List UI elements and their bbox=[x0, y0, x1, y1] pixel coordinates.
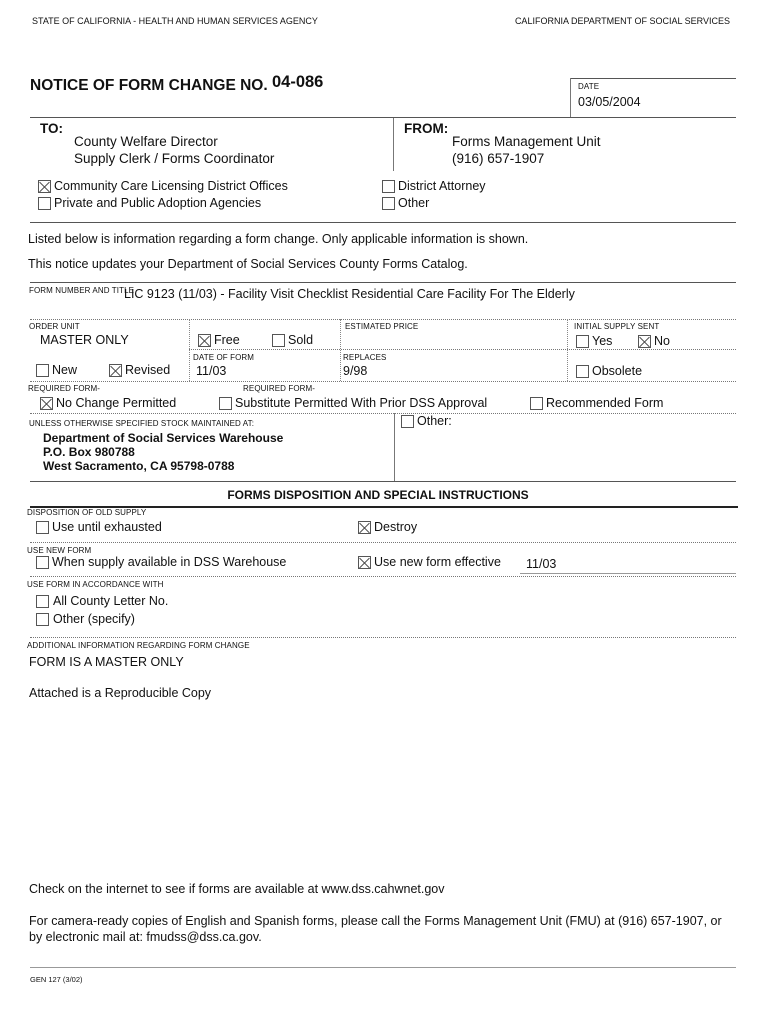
adoption-checkbox[interactable] bbox=[38, 197, 51, 210]
substitute-checkbox[interactable] bbox=[219, 397, 232, 410]
intro-line-2: This notice updates your Department of Social Services County Forms Catalog. bbox=[28, 257, 468, 271]
to-line-1: County Welfare Director bbox=[74, 134, 218, 149]
destroy-checkbox[interactable] bbox=[358, 521, 371, 534]
when-supply-label: When supply available in DSS Warehouse bbox=[52, 555, 287, 569]
use-new-form-label: USE NEW FORM bbox=[27, 546, 92, 555]
required-form-label-2: REQUIRED FORM- bbox=[243, 384, 316, 393]
stock-other-checkbox[interactable] bbox=[401, 415, 414, 428]
order-unit-label: ORDER UNIT bbox=[29, 322, 80, 331]
from-line-2: (916) 657-1907 bbox=[452, 151, 545, 166]
to-line-2: Supply Clerk / Forms Coordinator bbox=[74, 151, 275, 166]
obsolete-checkbox[interactable] bbox=[576, 365, 589, 378]
required-form-label-1: REQUIRED FORM- bbox=[28, 384, 101, 393]
revised-checkbox[interactable] bbox=[109, 364, 122, 377]
other-specify-label: Other (specify) bbox=[53, 612, 135, 626]
free-checkbox[interactable] bbox=[198, 334, 211, 347]
camera-ready-line-1: For camera-ready copies of English and Spanish forms, please call the Forms Management Unit (FMU) at (916) 657-1907, or bbox=[29, 914, 722, 928]
district-attorney-checkbox[interactable] bbox=[382, 180, 395, 193]
no-change-label: No Change Permitted bbox=[56, 396, 177, 410]
initial-supply-label: INITIAL SUPPLY SENT bbox=[574, 322, 660, 331]
from-line-1: Forms Management Unit bbox=[452, 134, 601, 149]
additional-line-1: FORM IS A MASTER ONLY bbox=[29, 655, 184, 669]
obsolete-label: Obsolete bbox=[592, 364, 643, 378]
sold-checkbox[interactable] bbox=[272, 334, 285, 347]
form-number-value[interactable]: LIC 9123 (11/03) - Facility Visit Checklist Residential Care Facility For The Elderly bbox=[124, 287, 575, 301]
stock-label: UNLESS OTHERWISE SPECIFIED STOCK MAINTAINED AT: bbox=[29, 419, 255, 428]
all-county-label: All County Letter No. bbox=[53, 594, 169, 608]
to-label: TO: bbox=[40, 121, 63, 136]
recommended-label: Recommended Form bbox=[546, 396, 664, 410]
stock-line-2: P.O. Box 980788 bbox=[43, 445, 135, 459]
agency-right: CALIFORNIA DEPARTMENT OF SOCIAL SERVICES bbox=[514, 16, 730, 26]
replaces-label: REPLACES bbox=[343, 353, 387, 362]
revised-label: Revised bbox=[125, 363, 171, 377]
use-until-exhausted-label: Use until exhausted bbox=[52, 520, 162, 534]
from-label: FROM: bbox=[404, 121, 449, 136]
title-text: NOTICE OF FORM CHANGE NO. bbox=[30, 77, 268, 94]
stock-line-1: Department of Social Services Warehouse bbox=[43, 431, 284, 445]
initial-supply-yes-checkbox[interactable] bbox=[576, 335, 589, 348]
order-unit-value[interactable]: MASTER ONLY bbox=[40, 333, 129, 347]
initial-supply-no-label: No bbox=[654, 334, 670, 348]
use-new-effective-label: Use new form effective bbox=[374, 555, 501, 569]
disposition-heading: FORMS DISPOSITION AND SPECIAL INSTRUCTIONS bbox=[227, 488, 529, 502]
community-care-label: Community Care Licensing District Offices bbox=[54, 179, 288, 193]
initial-supply-yes-label: Yes bbox=[592, 334, 613, 348]
accordance-label: USE FORM IN ACCORDANCE WITH bbox=[27, 580, 164, 589]
no-change-checkbox[interactable] bbox=[40, 397, 53, 410]
use-new-effective-checkbox[interactable] bbox=[358, 556, 371, 569]
other-specify-checkbox[interactable] bbox=[36, 613, 49, 626]
form-number-label: FORM NUMBER AND TITLE bbox=[29, 286, 135, 295]
intro-line-1: Listed below is information regarding a form change. Only applicable information is shown. bbox=[28, 232, 529, 246]
recommended-checkbox[interactable] bbox=[530, 397, 543, 410]
substitute-label: Substitute Permitted With Prior DSS Approval bbox=[235, 396, 488, 410]
use-until-exhausted-checkbox[interactable] bbox=[36, 521, 49, 534]
stock-other-label: Other: bbox=[417, 414, 452, 428]
replaces-value[interactable]: 9/98 bbox=[343, 364, 368, 378]
destroy-label: Destroy bbox=[374, 520, 418, 534]
adoption-label: Private and Public Adoption Agencies bbox=[54, 196, 262, 210]
when-supply-checkbox[interactable] bbox=[36, 556, 49, 569]
estimated-price-label: ESTIMATED PRICE bbox=[345, 322, 419, 331]
additional-label: ADDITIONAL INFORMATION REGARDING FORM CHANGE bbox=[27, 641, 250, 650]
effective-date-value[interactable]: 11/03 bbox=[526, 557, 557, 571]
stock-line-3: West Sacramento, CA 95798-0788 bbox=[43, 459, 235, 473]
free-label: Free bbox=[214, 333, 240, 347]
additional-line-2: Attached is a Reproducible Copy bbox=[29, 686, 212, 700]
date-label: DATE bbox=[578, 82, 600, 91]
agency-left: STATE OF CALIFORNIA - HEALTH AND HUMAN SERVICES AGENCY bbox=[32, 16, 318, 26]
date-of-form-value[interactable]: 11/03 bbox=[196, 364, 227, 378]
camera-ready-line-2: by electronic mail at: fmudss@dss.ca.gov. bbox=[29, 930, 262, 944]
other-recipient-checkbox[interactable] bbox=[382, 197, 395, 210]
other-recipient-label: Other bbox=[398, 196, 430, 210]
new-checkbox[interactable] bbox=[36, 364, 49, 377]
date-value[interactable]: 03/05/2004 bbox=[578, 95, 641, 109]
new-label: New bbox=[52, 363, 78, 377]
old-supply-label: DISPOSITION OF OLD SUPPLY bbox=[27, 508, 147, 517]
community-care-checkbox[interactable] bbox=[38, 180, 51, 193]
sold-label: Sold bbox=[288, 333, 314, 347]
all-county-checkbox[interactable] bbox=[36, 595, 49, 608]
district-attorney-label: District Attorney bbox=[398, 179, 486, 193]
form-change-number: 04-086 bbox=[271, 73, 324, 91]
date-of-form-label: DATE OF FORM bbox=[193, 353, 255, 362]
initial-supply-no-checkbox[interactable] bbox=[638, 335, 651, 348]
internet-note: Check on the internet to see if forms are available at www.dss.cahwnet.gov bbox=[29, 882, 445, 896]
form-id: GEN 127 (3/02) bbox=[30, 975, 83, 984]
page-title bbox=[30, 73, 324, 95]
